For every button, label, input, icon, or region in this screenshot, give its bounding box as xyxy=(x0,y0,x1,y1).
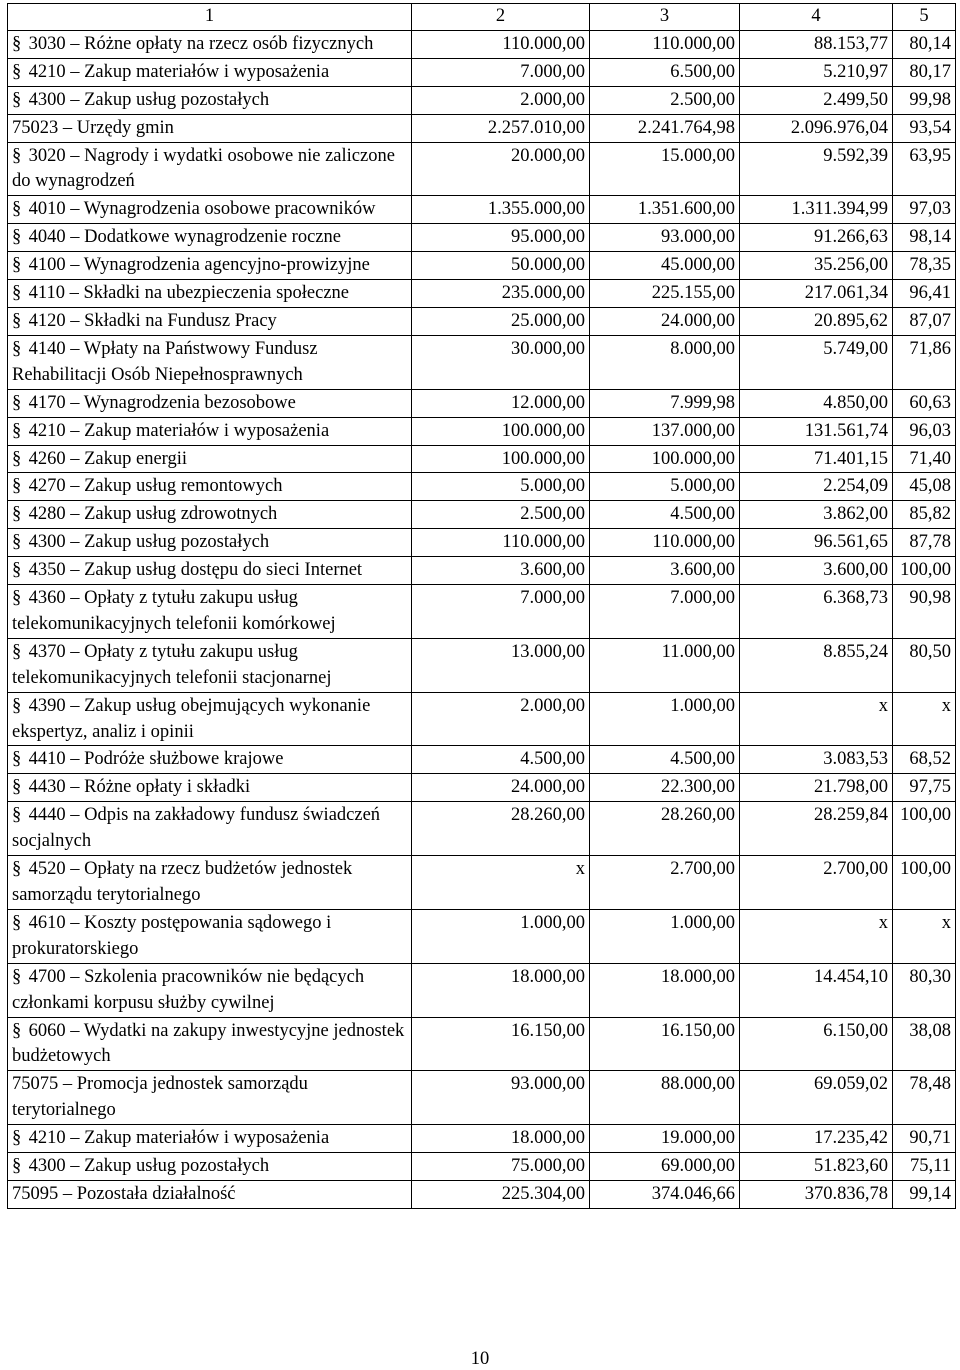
planned-amount: 25.000,00 xyxy=(412,307,590,335)
row-label: 4300 – Zakup usług pozostałych xyxy=(28,1156,270,1177)
row-label: 4610 – Koszty postępowania sądowego i prokuratorskiego xyxy=(12,912,332,959)
paragraph-row xyxy=(8,1125,956,1153)
row-label: 4040 – Dodatkowe wynagrodzenie roczne xyxy=(28,227,341,248)
row-label: 4010 – Wynagrodzenia osobowe pracowników xyxy=(28,199,376,220)
paragraph-row xyxy=(8,58,956,86)
execution-percent: 96,03 xyxy=(893,417,956,445)
amended-amount: 7.000,00 xyxy=(590,585,740,639)
row-label: 4360 – Opłaty z tytułu zakupu usług telekomunikacyjnych telefonii komórkowej xyxy=(12,588,336,634)
executed-amount: 3.083,53 xyxy=(740,746,893,774)
paragraph-row xyxy=(8,856,956,910)
amended-amount: 93.000,00 xyxy=(590,224,740,252)
section-mark: § xyxy=(12,805,22,826)
planned-amount: 1.355.000,00 xyxy=(412,196,590,224)
row-description xyxy=(8,585,412,639)
executed-amount: 3.862,00 xyxy=(740,501,893,529)
row-label: 4210 – Zakup materiałów i wyposażenia xyxy=(28,61,330,82)
amended-amount: 16.150,00 xyxy=(590,1017,740,1071)
executed-amount: 21.798,00 xyxy=(740,774,893,802)
executed-amount: 2.700,00 xyxy=(740,856,893,910)
amended-amount: 24.000,00 xyxy=(590,307,740,335)
row-description xyxy=(8,86,412,114)
executed-amount: 91.266,63 xyxy=(740,224,893,252)
execution-percent: 96,41 xyxy=(893,280,956,308)
section-mark: § xyxy=(12,338,22,359)
row-label: 4410 – Podróże służbowe krajowe xyxy=(28,749,284,770)
executed-amount: 3.600,00 xyxy=(740,557,893,585)
amended-amount: 11.000,00 xyxy=(590,638,740,692)
row-description xyxy=(8,196,412,224)
section-mark: § xyxy=(12,255,22,276)
row-label: 4260 – Zakup energii xyxy=(28,448,188,469)
executed-amount: 88.153,77 xyxy=(740,30,893,58)
amended-amount: 6.500,00 xyxy=(590,58,740,86)
planned-amount: 18.000,00 xyxy=(412,963,590,1017)
row-label: 4430 – Różne opłaty i składki xyxy=(28,777,251,798)
row-description xyxy=(8,335,412,389)
paragraph-row xyxy=(8,142,956,196)
chapter-row xyxy=(8,1180,956,1208)
section-mark: § xyxy=(12,777,22,798)
section-mark: § xyxy=(12,448,22,469)
planned-amount: 110.000,00 xyxy=(412,30,590,58)
planned-amount: 3.600,00 xyxy=(412,557,590,585)
execution-percent: 80,50 xyxy=(893,638,956,692)
paragraph-row xyxy=(8,86,956,114)
section-mark: § xyxy=(12,1128,22,1149)
row-label: 4120 – Składki na Fundusz Pracy xyxy=(28,310,277,331)
row-label: 4370 – Opłaty z tytułu zakupu usług telekomunikacyjnych telefonii stacjonarnej xyxy=(12,641,332,688)
paragraph-row xyxy=(8,638,956,692)
row-label: 4140 – Wpłaty na Państwowy Fundusz Rehabilitacji Osób Niepełnosprawnych xyxy=(12,338,318,385)
executed-amount: 131.561,74 xyxy=(740,417,893,445)
execution-percent: 80,14 xyxy=(893,30,956,58)
amended-amount: 8.000,00 xyxy=(590,335,740,389)
row-description xyxy=(8,1125,412,1153)
execution-percent: 87,78 xyxy=(893,529,956,557)
paragraph-row xyxy=(8,1017,956,1071)
planned-amount: 95.000,00 xyxy=(412,224,590,252)
planned-amount: 4.500,00 xyxy=(412,746,590,774)
amended-amount: 1.000,00 xyxy=(590,909,740,963)
amended-amount: 374.046,66 xyxy=(590,1180,740,1208)
section-mark: § xyxy=(12,310,22,331)
column-number: 5 xyxy=(893,4,956,31)
amended-amount: 110.000,00 xyxy=(590,30,740,58)
section-mark: § xyxy=(12,532,22,553)
amended-amount: 4.500,00 xyxy=(590,746,740,774)
planned-amount: x xyxy=(412,856,590,910)
amended-amount: 3.600,00 xyxy=(590,557,740,585)
row-description xyxy=(8,252,412,280)
planned-amount: 2.500,00 xyxy=(412,501,590,529)
planned-amount: 7.000,00 xyxy=(412,585,590,639)
executed-amount: 71.401,15 xyxy=(740,445,893,473)
row-description xyxy=(8,1180,412,1208)
section-mark: § xyxy=(12,966,22,987)
row-description xyxy=(8,280,412,308)
amended-amount: 2.241.764,98 xyxy=(590,114,740,142)
paragraph-row xyxy=(8,280,956,308)
chapter-row xyxy=(8,1071,956,1125)
paragraph-row xyxy=(8,307,956,335)
executed-amount: 51.823,60 xyxy=(740,1153,893,1181)
planned-amount: 16.150,00 xyxy=(412,1017,590,1071)
planned-amount: 2.000,00 xyxy=(412,692,590,746)
row-description xyxy=(8,909,412,963)
planned-amount: 18.000,00 xyxy=(412,1125,590,1153)
execution-percent: 78,48 xyxy=(893,1071,956,1125)
section-mark: § xyxy=(12,476,22,497)
executed-amount: 2.254,09 xyxy=(740,473,893,501)
section-mark: § xyxy=(12,392,22,413)
planned-amount: 235.000,00 xyxy=(412,280,590,308)
paragraph-row xyxy=(8,802,956,856)
row-description xyxy=(8,142,412,196)
planned-amount: 93.000,00 xyxy=(412,1071,590,1125)
executed-amount: 370.836,78 xyxy=(740,1180,893,1208)
executed-amount: 17.235,42 xyxy=(740,1125,893,1153)
execution-percent: 78,35 xyxy=(893,252,956,280)
row-label: 3030 – Różne opłaty na rzecz osób fizycznych xyxy=(28,33,374,54)
executed-amount: 2.499,50 xyxy=(740,86,893,114)
paragraph-row xyxy=(8,557,956,585)
execution-percent: 97,75 xyxy=(893,774,956,802)
amended-amount: 19.000,00 xyxy=(590,1125,740,1153)
paragraph-row xyxy=(8,501,956,529)
execution-percent: 80,30 xyxy=(893,963,956,1017)
row-description xyxy=(8,802,412,856)
section-mark: § xyxy=(12,859,22,880)
amended-amount: 15.000,00 xyxy=(590,142,740,196)
section-mark: § xyxy=(12,199,22,220)
paragraph-row xyxy=(8,445,956,473)
planned-amount: 7.000,00 xyxy=(412,58,590,86)
execution-percent: 75,11 xyxy=(893,1153,956,1181)
row-label: 4280 – Zakup usług zdrowotnych xyxy=(28,504,278,525)
amended-amount: 45.000,00 xyxy=(590,252,740,280)
executed-amount: 20.895,62 xyxy=(740,307,893,335)
section-mark: § xyxy=(12,1020,22,1041)
row-description xyxy=(8,557,412,585)
execution-percent: 98,14 xyxy=(893,224,956,252)
paragraph-row xyxy=(8,335,956,389)
row-description xyxy=(8,1071,412,1125)
execution-percent: 60,63 xyxy=(893,389,956,417)
section-mark: § xyxy=(12,33,22,54)
amended-amount: 28.260,00 xyxy=(590,802,740,856)
paragraph-row xyxy=(8,1153,956,1181)
chapter-row xyxy=(8,114,956,142)
column-number: 2 xyxy=(412,4,590,31)
row-label: 4700 – Szkolenia pracowników nie będących członkami korpusu służby cywilnej xyxy=(12,966,365,1013)
execution-percent: 87,07 xyxy=(893,307,956,335)
amended-amount: 22.300,00 xyxy=(590,774,740,802)
planned-amount: 12.000,00 xyxy=(412,389,590,417)
execution-percent: 90,71 xyxy=(893,1125,956,1153)
row-description xyxy=(8,963,412,1017)
row-description xyxy=(8,856,412,910)
executed-amount: 5.749,00 xyxy=(740,335,893,389)
paragraph-row xyxy=(8,252,956,280)
executed-amount: 35.256,00 xyxy=(740,252,893,280)
column-number: 1 xyxy=(8,4,412,31)
paragraph-row xyxy=(8,389,956,417)
row-description xyxy=(8,1153,412,1181)
row-label: 4440 – Odpis na zakładowy fundusz świadczeń socjalnych xyxy=(12,805,381,852)
execution-percent: x xyxy=(893,692,956,746)
paragraph-row xyxy=(8,224,956,252)
executed-amount: 217.061,34 xyxy=(740,280,893,308)
planned-amount: 24.000,00 xyxy=(412,774,590,802)
section-mark: § xyxy=(12,420,22,441)
executed-amount: 5.210,97 xyxy=(740,58,893,86)
execution-percent: 90,98 xyxy=(893,585,956,639)
paragraph-row xyxy=(8,746,956,774)
amended-amount: 1.000,00 xyxy=(590,692,740,746)
row-label: 6060 – Wydatki na zakupy inwestycyjne jednostek budżetowych xyxy=(12,1020,405,1067)
amended-amount: 69.000,00 xyxy=(590,1153,740,1181)
section-mark: § xyxy=(12,560,22,581)
column-number: 4 xyxy=(740,4,893,31)
row-description xyxy=(8,746,412,774)
page-number: 10 xyxy=(470,1349,490,1369)
planned-amount: 225.304,00 xyxy=(412,1180,590,1208)
amended-amount: 100.000,00 xyxy=(590,445,740,473)
row-label: 4390 – Zakup usług obejmujących wykonanie ekspertyz, analiz i opinii xyxy=(12,695,371,742)
execution-percent: 100,00 xyxy=(893,802,956,856)
section-mark: § xyxy=(12,695,22,716)
amended-amount: 5.000,00 xyxy=(590,473,740,501)
row-label: 4170 – Wynagrodzenia bezosobowe xyxy=(28,392,296,413)
row-description xyxy=(8,774,412,802)
section-mark: § xyxy=(12,145,22,166)
row-description xyxy=(8,389,412,417)
executed-amount: 6.368,73 xyxy=(740,585,893,639)
paragraph-row xyxy=(8,473,956,501)
row-description xyxy=(8,638,412,692)
row-description xyxy=(8,692,412,746)
row-label: 4350 – Zakup usług dostępu do sieci Internet xyxy=(28,560,363,581)
section-mark: § xyxy=(12,89,22,110)
paragraph-row xyxy=(8,909,956,963)
row-label: 75023 – Urzędy gmin xyxy=(12,117,174,138)
row-description xyxy=(8,30,412,58)
row-description xyxy=(8,501,412,529)
executed-amount: 9.592,39 xyxy=(740,142,893,196)
row-label: 4210 – Zakup materiałów i wyposażenia xyxy=(28,1128,330,1149)
execution-percent: 99,14 xyxy=(893,1180,956,1208)
row-label: 3020 – Nagrody i wydatki osobowe nie zaliczone do wynagrodzeń xyxy=(12,145,395,192)
section-mark: § xyxy=(12,1156,22,1177)
executed-amount: 69.059,02 xyxy=(740,1071,893,1125)
execution-percent: 63,95 xyxy=(893,142,956,196)
row-description xyxy=(8,529,412,557)
planned-amount: 20.000,00 xyxy=(412,142,590,196)
row-label: 75075 – Promocja jednostek samorządu terytorialnego xyxy=(12,1074,308,1121)
row-label: 75095 – Pozostała działalność xyxy=(12,1183,236,1204)
amended-amount: 4.500,00 xyxy=(590,501,740,529)
execution-percent: 100,00 xyxy=(893,856,956,910)
row-label: 4210 – Zakup materiałów i wyposażenia xyxy=(28,420,330,441)
execution-percent: 45,08 xyxy=(893,473,956,501)
paragraph-row xyxy=(8,30,956,58)
budget-table xyxy=(7,3,956,1209)
executed-amount: 8.855,24 xyxy=(740,638,893,692)
executed-amount: 28.259,84 xyxy=(740,802,893,856)
executed-amount: x xyxy=(740,692,893,746)
amended-amount: 7.999,98 xyxy=(590,389,740,417)
row-label: 4300 – Zakup usług pozostałych xyxy=(28,89,270,110)
section-mark: § xyxy=(12,504,22,525)
row-description xyxy=(8,58,412,86)
row-description xyxy=(8,307,412,335)
execution-percent: 100,00 xyxy=(893,557,956,585)
amended-amount: 110.000,00 xyxy=(590,529,740,557)
paragraph-row xyxy=(8,196,956,224)
section-mark: § xyxy=(12,588,22,609)
planned-amount: 50.000,00 xyxy=(412,252,590,280)
budget-table-body xyxy=(8,4,956,1209)
amended-amount: 2.700,00 xyxy=(590,856,740,910)
section-mark: § xyxy=(12,912,22,933)
row-label: 4270 – Zakup usług remontowych xyxy=(28,476,283,497)
executed-amount: 1.311.394,99 xyxy=(740,196,893,224)
planned-amount: 1.000,00 xyxy=(412,909,590,963)
amended-amount: 2.500,00 xyxy=(590,86,740,114)
executed-amount: 14.454,10 xyxy=(740,963,893,1017)
section-mark: § xyxy=(12,749,22,770)
amended-amount: 1.351.600,00 xyxy=(590,196,740,224)
row-description xyxy=(8,473,412,501)
paragraph-row xyxy=(8,963,956,1017)
amended-amount: 88.000,00 xyxy=(590,1071,740,1125)
paragraph-row xyxy=(8,529,956,557)
planned-amount: 100.000,00 xyxy=(412,445,590,473)
row-description xyxy=(8,114,412,142)
row-description xyxy=(8,224,412,252)
execution-percent: 68,52 xyxy=(893,746,956,774)
executed-amount: x xyxy=(740,909,893,963)
row-label: 4520 – Opłaty na rzecz budżetów jednostek samorządu terytorialnego xyxy=(12,859,353,905)
planned-amount: 2.257.010,00 xyxy=(412,114,590,142)
planned-amount: 13.000,00 xyxy=(412,638,590,692)
paragraph-row xyxy=(8,692,956,746)
execution-percent: x xyxy=(893,909,956,963)
planned-amount: 100.000,00 xyxy=(412,417,590,445)
execution-percent: 71,40 xyxy=(893,445,956,473)
execution-percent: 80,17 xyxy=(893,58,956,86)
paragraph-row xyxy=(8,774,956,802)
amended-amount: 225.155,00 xyxy=(590,280,740,308)
column-number-row xyxy=(8,4,956,31)
execution-percent: 71,86 xyxy=(893,335,956,389)
row-label: 4100 – Wynagrodzenia agencyjno-prowizyjne xyxy=(28,255,370,276)
executed-amount: 96.561,65 xyxy=(740,529,893,557)
amended-amount: 18.000,00 xyxy=(590,963,740,1017)
execution-percent: 93,54 xyxy=(893,114,956,142)
execution-percent: 99,98 xyxy=(893,86,956,114)
execution-percent: 85,82 xyxy=(893,501,956,529)
column-number: 3 xyxy=(590,4,740,31)
paragraph-row xyxy=(8,585,956,639)
planned-amount: 28.260,00 xyxy=(412,802,590,856)
executed-amount: 6.150,00 xyxy=(740,1017,893,1071)
planned-amount: 75.000,00 xyxy=(412,1153,590,1181)
executed-amount: 2.096.976,04 xyxy=(740,114,893,142)
planned-amount: 110.000,00 xyxy=(412,529,590,557)
section-mark: § xyxy=(12,641,22,662)
row-label: 4300 – Zakup usług pozostałych xyxy=(28,532,270,553)
execution-percent: 97,03 xyxy=(893,196,956,224)
planned-amount: 30.000,00 xyxy=(412,335,590,389)
planned-amount: 5.000,00 xyxy=(412,473,590,501)
row-description xyxy=(8,417,412,445)
section-mark: § xyxy=(12,61,22,82)
execution-percent: 38,08 xyxy=(893,1017,956,1071)
row-description xyxy=(8,445,412,473)
row-description xyxy=(8,1017,412,1071)
section-mark: § xyxy=(12,283,22,304)
executed-amount: 4.850,00 xyxy=(740,389,893,417)
paragraph-row xyxy=(8,417,956,445)
planned-amount: 2.000,00 xyxy=(412,86,590,114)
section-mark: § xyxy=(12,227,22,248)
amended-amount: 137.000,00 xyxy=(590,417,740,445)
row-label: 4110 – Składki na ubezpieczenia społeczne xyxy=(28,283,349,304)
